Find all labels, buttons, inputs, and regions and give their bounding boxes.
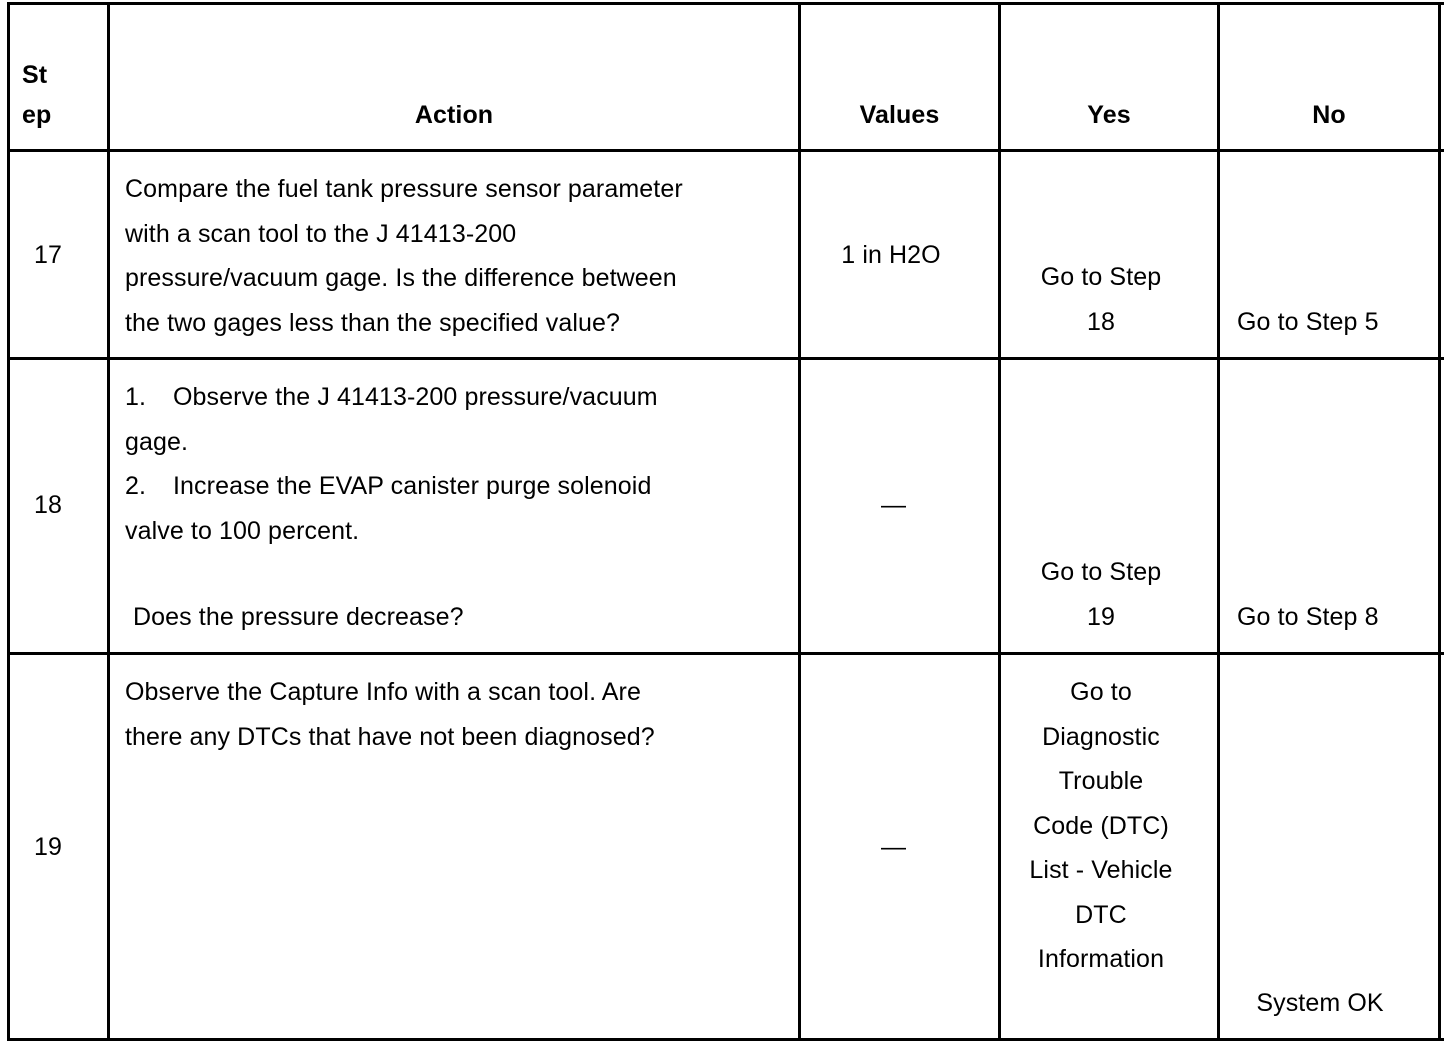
action-line: with a scan tool to the J 41413-200 xyxy=(125,219,517,248)
yes-line: DTC xyxy=(1075,900,1127,929)
header-step-line1: St xyxy=(22,61,48,89)
header-step xyxy=(22,55,102,135)
yes-line: Information xyxy=(1037,945,1165,973)
rule-header-bottom xyxy=(7,149,1444,152)
no-text-19: System OK xyxy=(1256,989,1384,1017)
yes-line: Go to xyxy=(1070,678,1132,706)
action-line: the two gages less than the specified value? xyxy=(125,308,621,337)
yes-line: Code (DTC) xyxy=(1033,811,1169,840)
value-18: — xyxy=(880,491,907,519)
rule-row17-bottom xyxy=(7,357,1444,360)
rule-bottom xyxy=(7,1038,1444,1041)
list-item xyxy=(125,464,658,509)
header-action: Action xyxy=(414,101,494,129)
list-item-number: 2. xyxy=(125,472,147,500)
yes-line: List - Vehicle xyxy=(1029,856,1173,884)
action-line: there any DTCs that have not been diagnosed? xyxy=(125,722,655,751)
action-text-18 xyxy=(125,375,658,553)
value-19: — xyxy=(880,833,907,861)
yes-line: Trouble xyxy=(1058,767,1144,795)
yes-line: 19 xyxy=(1086,602,1115,631)
no-link-17[interactable]: Go to Step 5 xyxy=(1237,308,1379,336)
step-number-18: 18 xyxy=(34,491,63,519)
header-yes: Yes xyxy=(1087,101,1131,129)
rule-yes-no xyxy=(1217,2,1220,1041)
rule-right xyxy=(1438,2,1441,1041)
header-step-line2: ep xyxy=(22,101,52,129)
rule-top xyxy=(7,2,1444,5)
action-line: Observe the Capture Info with a scan tool. Are xyxy=(125,678,641,706)
rule-row18-bottom xyxy=(7,652,1444,655)
list-item-continued: valve to 100 percent. xyxy=(125,516,360,545)
rule-step-action xyxy=(107,2,110,1041)
yes-line: Diagnostic xyxy=(1042,722,1160,751)
list-item xyxy=(125,375,658,420)
list-item-text: Observe the J 41413-200 pressure/vacuum xyxy=(173,383,658,411)
list-item-continued: gage. xyxy=(125,427,189,456)
list-item-text: Increase the EVAP canister purge solenoid xyxy=(173,472,652,500)
value-17: 1 in H2O xyxy=(841,241,941,269)
header-no: No xyxy=(1312,101,1346,129)
yes-link-18[interactable] xyxy=(1001,550,1201,639)
action-line: pressure/vacuum gage. Is the difference between xyxy=(125,264,677,292)
action-line: Compare the fuel tank pressure sensor parameter xyxy=(125,175,683,203)
yes-line: Go to Step xyxy=(1040,558,1162,586)
step-number-17: 17 xyxy=(34,241,63,269)
action-text-19 xyxy=(125,670,655,759)
question-18: Does the pressure decrease? xyxy=(133,603,464,631)
yes-link-17[interactable] xyxy=(1001,255,1201,344)
yes-line: 18 xyxy=(1086,307,1115,336)
rule-left xyxy=(7,2,10,1041)
action-text-17 xyxy=(125,167,683,345)
yes-line: Go to Step xyxy=(1040,263,1162,291)
no-link-18[interactable]: Go to Step 8 xyxy=(1237,603,1379,631)
step-number-19: 19 xyxy=(34,833,63,861)
header-values: Values xyxy=(859,101,940,129)
list-item-number: 1. xyxy=(125,383,147,411)
yes-link-19[interactable] xyxy=(1001,670,1201,982)
